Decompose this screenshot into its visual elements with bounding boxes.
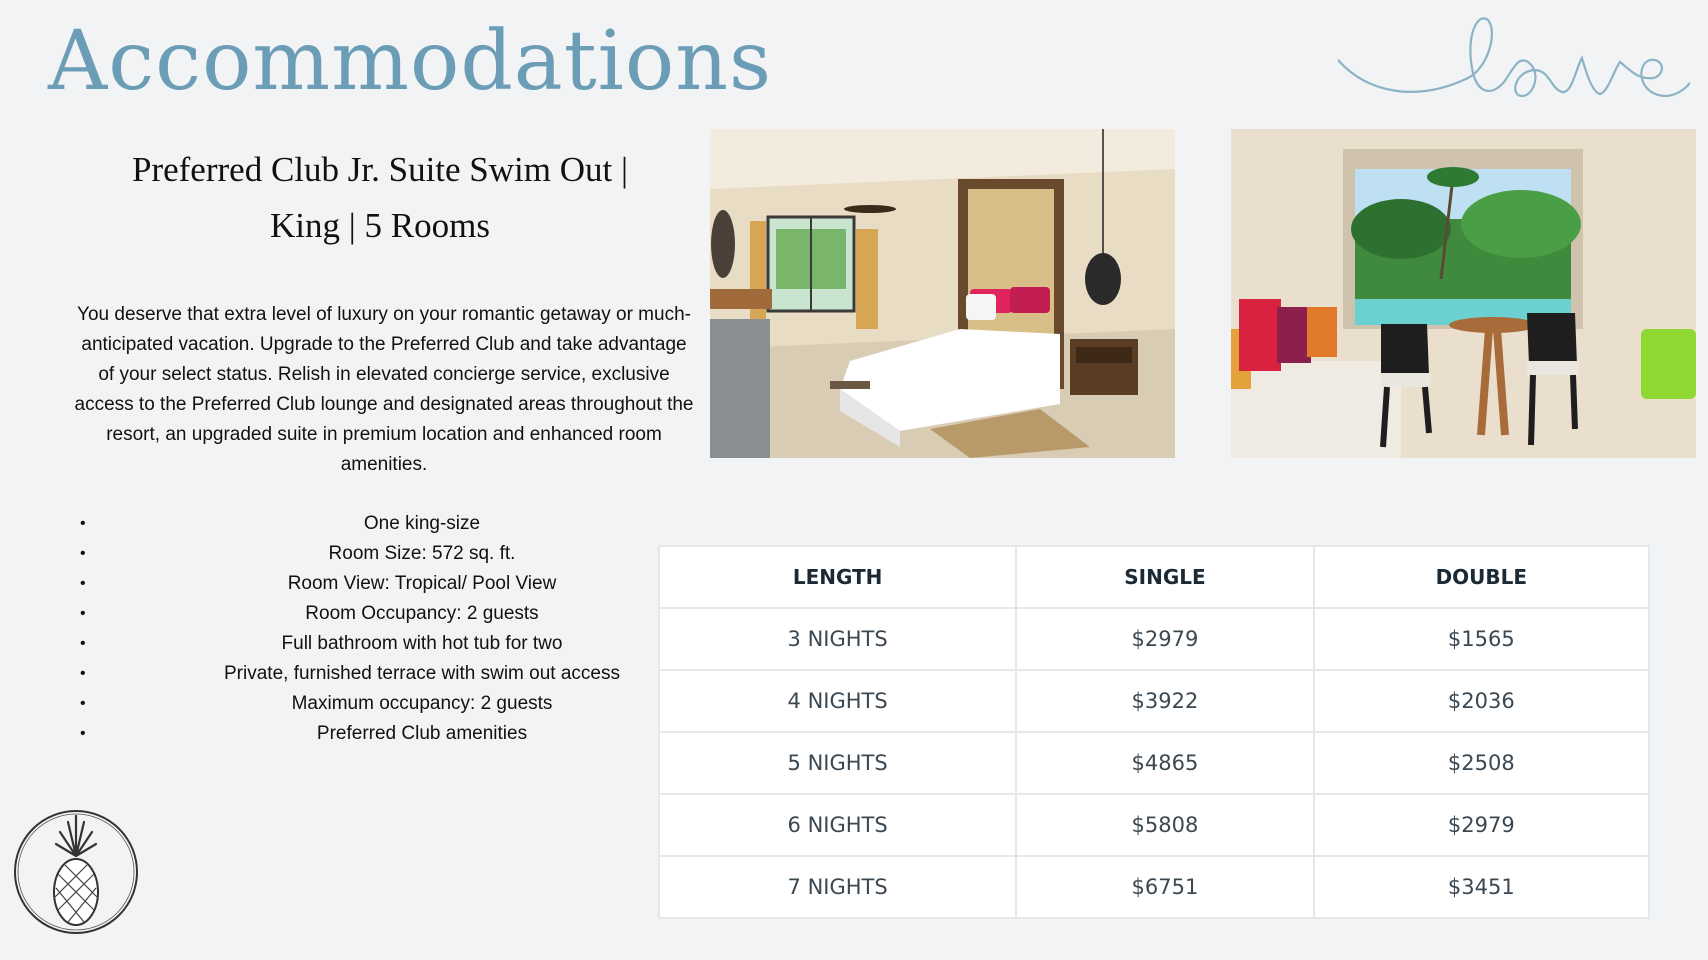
cell-double: $2979 [1314, 794, 1649, 856]
table-row [659, 670, 1649, 732]
amenity-item: • Maximum occupancy: 2 guests [82, 689, 722, 719]
cell-single: $6751 [1016, 856, 1313, 918]
cell-single: $5808 [1016, 794, 1313, 856]
amenity-item: • Room Occupancy: 2 guests [82, 599, 722, 629]
table-row [659, 794, 1649, 856]
amenity-item: • Room View: Tropical/ Pool View [82, 569, 722, 599]
love-script-decoration [1338, 12, 1690, 102]
svg-text:love: love [1534, 90, 1536, 91]
suite-bedroom-photo [710, 129, 1175, 458]
amenity-item: • Private, furnished terrace with swim out access [82, 659, 722, 689]
room-description: You deserve that extra level of luxury on your romantic getaway or much-anticipated vacation. Upgrade to the Preferred Club and take advantage of your select status. Relish in elevated concierge service, exclusive access to the Preferred Club lounge and designated areas throughout the resort, an upgraded suite in premium location and enhanced room amenities. [74, 304, 694, 475]
amenities-list [82, 509, 722, 749]
table-row [659, 856, 1649, 918]
room-heading-line1: Preferred Club Jr. Suite Swim Out | [132, 150, 628, 189]
cell-single: $4865 [1016, 732, 1313, 794]
header-double: DOUBLE [1314, 546, 1649, 608]
cell-length: 4 NIGHTS [659, 670, 1016, 732]
cell-single: $3922 [1016, 670, 1313, 732]
page-title: Accommodations [48, 14, 773, 109]
cell-length: 7 NIGHTS [659, 856, 1016, 918]
room-heading-line2: King | 5 Rooms [270, 206, 490, 245]
table-row [659, 608, 1649, 670]
swim-out-terrace-photo [1231, 129, 1696, 458]
header-single: SINGLE [1016, 546, 1313, 608]
cell-double: $1565 [1314, 608, 1649, 670]
cell-length: 5 NIGHTS [659, 732, 1016, 794]
table-header-row [659, 546, 1649, 608]
rates-table [658, 545, 1650, 919]
cell-double: $3451 [1314, 856, 1649, 918]
header-length: LENGTH [659, 546, 1016, 608]
amenity-item: • Room Size: 572 sq. ft. [82, 539, 722, 569]
cell-double: $2036 [1314, 670, 1649, 732]
amenity-item: • Preferred Club amenities [82, 719, 722, 749]
room-heading [60, 142, 700, 254]
amenity-item: • One king-size [82, 509, 722, 539]
cell-double: $2508 [1314, 732, 1649, 794]
pineapple-logo [12, 808, 140, 936]
cell-length: 6 NIGHTS [659, 794, 1016, 856]
cell-length: 3 NIGHTS [659, 608, 1016, 670]
table-row [659, 732, 1649, 794]
cell-single: $2979 [1016, 608, 1313, 670]
amenity-item: • Full bathroom with hot tub for two [82, 629, 722, 659]
